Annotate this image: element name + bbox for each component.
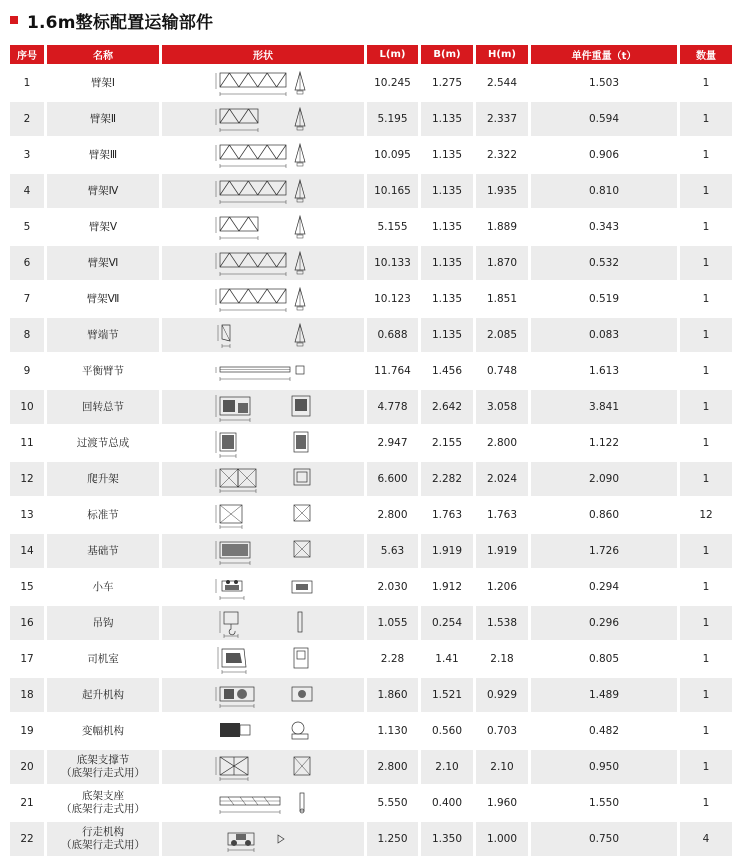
chassis-seat-drawing-icon	[208, 787, 318, 819]
jib-drawing-icon	[208, 139, 318, 171]
table-row	[10, 534, 732, 568]
cell-h: 1.919	[476, 534, 528, 568]
cell-shape	[162, 354, 364, 388]
cell-qty: 1	[680, 570, 732, 604]
header-no: 序号	[10, 45, 44, 64]
cell-qty: 1	[680, 210, 732, 244]
jib-drawing-icon	[208, 283, 318, 315]
cell-shape	[162, 570, 364, 604]
cell-name: 臂架Ⅰ	[47, 66, 159, 100]
cell-l: 10.095	[367, 138, 418, 172]
jib-end-drawing-icon	[208, 319, 318, 351]
cell-weight: 0.750	[531, 822, 677, 856]
cell-no: 15	[10, 570, 44, 604]
cell-qty: 4	[680, 822, 732, 856]
chassis-support-drawing-icon	[208, 751, 318, 783]
cell-b: 1.135	[421, 318, 473, 352]
cell-l: 10.245	[367, 66, 418, 100]
table-row	[10, 822, 732, 856]
cell-h: 1.763	[476, 498, 528, 532]
cell-l: 10.123	[367, 282, 418, 316]
table-row	[10, 174, 732, 208]
cell-weight: 3.841	[531, 390, 677, 424]
cell-b: 1.135	[421, 210, 473, 244]
cell-weight: 2.090	[531, 462, 677, 496]
header-b: B(m)	[421, 45, 473, 64]
cell-no: 11	[10, 426, 44, 460]
table-row	[10, 750, 732, 784]
cell-shape	[162, 462, 364, 496]
header-l: L(m)	[367, 45, 418, 64]
cell-h: 1.870	[476, 246, 528, 280]
cell-h: 0.748	[476, 354, 528, 388]
cell-h: 2.085	[476, 318, 528, 352]
table-row	[10, 462, 732, 496]
cell-qty: 1	[680, 390, 732, 424]
table-row	[10, 246, 732, 280]
cab-drawing-icon	[208, 643, 318, 675]
cell-shape	[162, 678, 364, 712]
cell-shape	[162, 642, 364, 676]
cell-no: 8	[10, 318, 44, 352]
cell-b: 1.41	[421, 642, 473, 676]
cell-shape	[162, 210, 364, 244]
cell-weight: 0.532	[531, 246, 677, 280]
cell-weight: 0.594	[531, 102, 677, 136]
cell-weight: 0.860	[531, 498, 677, 532]
cell-name: 过渡节总成	[47, 426, 159, 460]
cell-qty: 1	[680, 246, 732, 280]
cell-b: 0.254	[421, 606, 473, 640]
cell-shape	[162, 786, 364, 820]
cell-shape	[162, 606, 364, 640]
cell-qty: 1	[680, 714, 732, 748]
cell-name: 臂端节	[47, 318, 159, 352]
cell-qty: 1	[680, 534, 732, 568]
cell-weight: 1.726	[531, 534, 677, 568]
table-row	[10, 282, 732, 316]
cell-weight: 0.810	[531, 174, 677, 208]
cell-b: 1.763	[421, 498, 473, 532]
cell-weight: 1.613	[531, 354, 677, 388]
cell-weight: 1.503	[531, 66, 677, 100]
cell-b: 1.456	[421, 354, 473, 388]
cell-qty: 1	[680, 174, 732, 208]
table-row	[10, 642, 732, 676]
cell-b: 1.919	[421, 534, 473, 568]
cell-weight: 1.489	[531, 678, 677, 712]
cell-weight: 0.482	[531, 714, 677, 748]
cell-l: 10.165	[367, 174, 418, 208]
cell-l: 1.130	[367, 714, 418, 748]
cell-h: 2.544	[476, 66, 528, 100]
cell-no: 2	[10, 102, 44, 136]
cell-l: 5.155	[367, 210, 418, 244]
cell-l: 5.63	[367, 534, 418, 568]
jib-short-drawing-icon	[208, 103, 318, 135]
cell-name: 行走机构 （底架行走式用）	[47, 822, 159, 856]
trolley-drawing-icon	[208, 571, 318, 603]
cell-name: 标准节	[47, 498, 159, 532]
table-row	[10, 354, 732, 388]
cell-no: 6	[10, 246, 44, 280]
cell-weight: 0.294	[531, 570, 677, 604]
jib-drawing-icon	[208, 247, 318, 279]
parts-table	[7, 43, 735, 858]
cell-shape	[162, 174, 364, 208]
cell-h: 2.18	[476, 642, 528, 676]
cell-shape	[162, 822, 364, 856]
cell-shape	[162, 246, 364, 280]
cell-name: 起升机构	[47, 678, 159, 712]
cell-qty: 1	[680, 786, 732, 820]
cell-b: 2.10	[421, 750, 473, 784]
cell-name: 吊钩	[47, 606, 159, 640]
table-header-row	[10, 45, 732, 64]
cell-h: 0.929	[476, 678, 528, 712]
cell-b: 0.560	[421, 714, 473, 748]
cell-no: 7	[10, 282, 44, 316]
cell-l: 2.800	[367, 750, 418, 784]
cell-h: 2.800	[476, 426, 528, 460]
cell-name: 臂架Ⅱ	[47, 102, 159, 136]
cell-shape	[162, 534, 364, 568]
climbing-drawing-icon	[208, 463, 318, 495]
cell-qty: 12	[680, 498, 732, 532]
cell-l: 2.800	[367, 498, 418, 532]
cell-name: 变幅机构	[47, 714, 159, 748]
cell-qty: 1	[680, 354, 732, 388]
header-h: H(m)	[476, 45, 528, 64]
cell-weight: 0.296	[531, 606, 677, 640]
cell-shape	[162, 318, 364, 352]
cell-b: 0.400	[421, 786, 473, 820]
cell-qty: 1	[680, 66, 732, 100]
cell-l: 1.860	[367, 678, 418, 712]
cell-no: 12	[10, 462, 44, 496]
table-row	[10, 426, 732, 460]
header-qty: 数量	[680, 45, 732, 64]
cell-no: 10	[10, 390, 44, 424]
cell-no: 3	[10, 138, 44, 172]
cell-b: 1.912	[421, 570, 473, 604]
travel-drawing-icon	[208, 823, 318, 855]
header-name: 名称	[47, 45, 159, 64]
cell-l: 11.764	[367, 354, 418, 388]
cell-l: 2.947	[367, 426, 418, 460]
cell-weight: 0.519	[531, 282, 677, 316]
cell-name: 爬升架	[47, 462, 159, 496]
cell-name: 回转总节	[47, 390, 159, 424]
cell-no: 13	[10, 498, 44, 532]
cell-no: 22	[10, 822, 44, 856]
cell-weight: 0.083	[531, 318, 677, 352]
cell-weight: 0.906	[531, 138, 677, 172]
table-row	[10, 678, 732, 712]
cell-qty: 1	[680, 318, 732, 352]
cell-l: 0.688	[367, 318, 418, 352]
cell-name: 臂架Ⅶ	[47, 282, 159, 316]
table-body	[10, 66, 732, 856]
cell-l: 5.550	[367, 786, 418, 820]
table-row	[10, 210, 732, 244]
cell-no: 9	[10, 354, 44, 388]
cell-b: 1.135	[421, 102, 473, 136]
page-title: 1.6m整标配置运输部件	[27, 12, 214, 33]
cell-b: 1.350	[421, 822, 473, 856]
cell-h: 2.10	[476, 750, 528, 784]
cell-h: 0.703	[476, 714, 528, 748]
cell-l: 1.250	[367, 822, 418, 856]
table-row	[10, 390, 732, 424]
table-row	[10, 66, 732, 100]
cell-qty: 1	[680, 102, 732, 136]
base-drawing-icon	[208, 535, 318, 567]
header-shape: 形状	[162, 45, 364, 64]
cell-h: 2.322	[476, 138, 528, 172]
table-row	[10, 138, 732, 172]
cell-l: 5.195	[367, 102, 418, 136]
title-marker	[10, 16, 18, 24]
cell-qty: 1	[680, 642, 732, 676]
cell-name: 基础节	[47, 534, 159, 568]
cell-l: 6.600	[367, 462, 418, 496]
cell-h: 1.538	[476, 606, 528, 640]
luffing-drawing-icon	[208, 715, 318, 747]
cell-h: 1.851	[476, 282, 528, 316]
cell-no: 18	[10, 678, 44, 712]
cell-b: 1.135	[421, 138, 473, 172]
table-row	[10, 606, 732, 640]
cell-name: 底架支撑节 （底架行走式用）	[47, 750, 159, 784]
cell-qty: 1	[680, 138, 732, 172]
cell-h: 1.206	[476, 570, 528, 604]
cell-shape	[162, 750, 364, 784]
hook-drawing-icon	[208, 607, 318, 639]
hoist-drawing-icon	[208, 679, 318, 711]
cell-b: 1.275	[421, 66, 473, 100]
cell-no: 19	[10, 714, 44, 748]
slewing-drawing-icon	[208, 391, 318, 423]
cell-name: 小车	[47, 570, 159, 604]
cell-shape	[162, 714, 364, 748]
cell-name: 臂架Ⅳ	[47, 174, 159, 208]
cell-h: 1.960	[476, 786, 528, 820]
cell-l: 2.030	[367, 570, 418, 604]
transition-drawing-icon	[208, 427, 318, 459]
header-weight: 单件重量（t）	[531, 45, 677, 64]
table-row	[10, 102, 732, 136]
counter-jib-drawing-icon	[208, 355, 318, 387]
cell-weight: 1.122	[531, 426, 677, 460]
cell-qty: 1	[680, 678, 732, 712]
cell-name: 臂架Ⅴ	[47, 210, 159, 244]
cell-h: 1.889	[476, 210, 528, 244]
cell-h: 1.935	[476, 174, 528, 208]
cell-no: 14	[10, 534, 44, 568]
jib-drawing-icon	[208, 175, 318, 207]
cell-weight: 0.343	[531, 210, 677, 244]
cell-no: 5	[10, 210, 44, 244]
cell-name: 平衡臂节	[47, 354, 159, 388]
cell-no: 16	[10, 606, 44, 640]
cell-no: 21	[10, 786, 44, 820]
cell-b: 2.642	[421, 390, 473, 424]
cell-l: 2.28	[367, 642, 418, 676]
cell-no: 1	[10, 66, 44, 100]
jib-short-drawing-icon	[208, 211, 318, 243]
cell-name: 司机室	[47, 642, 159, 676]
cell-weight: 1.550	[531, 786, 677, 820]
cell-shape	[162, 66, 364, 100]
cell-h: 1.000	[476, 822, 528, 856]
cell-name: 臂架Ⅲ	[47, 138, 159, 172]
table-row	[10, 498, 732, 532]
cell-shape	[162, 102, 364, 136]
cell-b: 1.135	[421, 174, 473, 208]
mast-drawing-icon	[208, 499, 318, 531]
cell-shape	[162, 282, 364, 316]
table-row	[10, 318, 732, 352]
cell-b: 1.135	[421, 282, 473, 316]
jib-drawing-icon	[208, 67, 318, 99]
cell-b: 1.135	[421, 246, 473, 280]
cell-qty: 1	[680, 606, 732, 640]
cell-shape	[162, 426, 364, 460]
cell-no: 17	[10, 642, 44, 676]
cell-shape	[162, 138, 364, 172]
table-row	[10, 570, 732, 604]
cell-qty: 1	[680, 282, 732, 316]
cell-qty: 1	[680, 462, 732, 496]
cell-weight: 0.950	[531, 750, 677, 784]
cell-name: 臂架Ⅵ	[47, 246, 159, 280]
cell-no: 20	[10, 750, 44, 784]
cell-l: 10.133	[367, 246, 418, 280]
cell-weight: 0.805	[531, 642, 677, 676]
page-header	[10, 7, 213, 33]
cell-b: 1.521	[421, 678, 473, 712]
cell-qty: 1	[680, 750, 732, 784]
cell-b: 2.155	[421, 426, 473, 460]
cell-l: 1.055	[367, 606, 418, 640]
cell-shape	[162, 498, 364, 532]
cell-h: 3.058	[476, 390, 528, 424]
cell-h: 2.024	[476, 462, 528, 496]
cell-l: 4.778	[367, 390, 418, 424]
cell-no: 4	[10, 174, 44, 208]
cell-h: 2.337	[476, 102, 528, 136]
cell-b: 2.282	[421, 462, 473, 496]
cell-shape	[162, 390, 364, 424]
table-row	[10, 714, 732, 748]
table-row	[10, 786, 732, 820]
cell-name: 底架支座 （底架行走式用）	[47, 786, 159, 820]
cell-qty: 1	[680, 426, 732, 460]
